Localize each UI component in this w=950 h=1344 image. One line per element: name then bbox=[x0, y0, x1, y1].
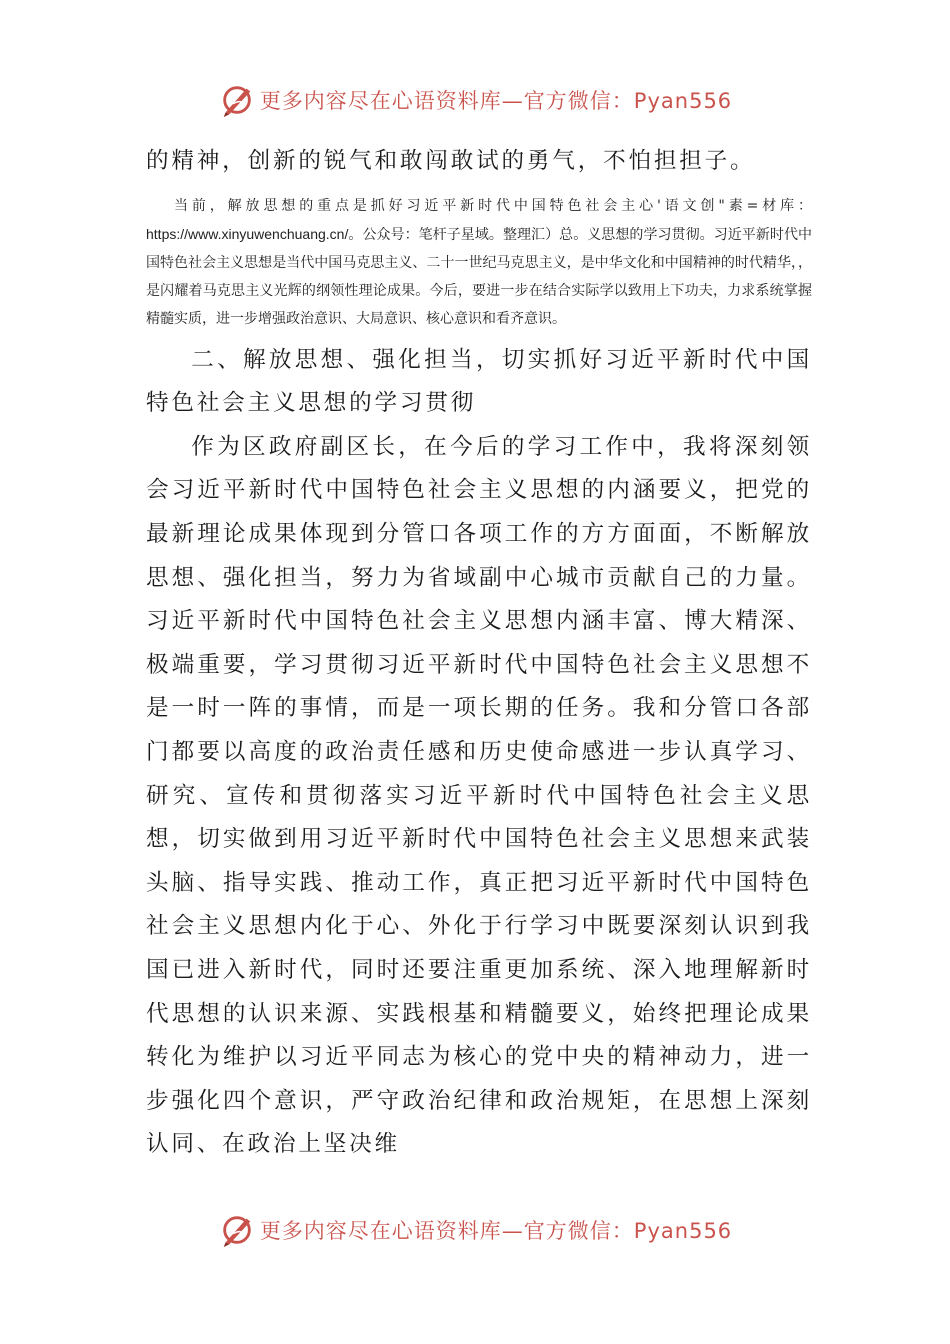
header-watermark-banner bbox=[0, 80, 950, 120]
body-paragraph: 作为区政府副区长，在今后的学习工作中，我将深刻领会习近平新时代中国特色社会主义思想的内涵要义，把党的最新理论成果体现到分管口各项工作的方方面面，不断解放思想、强化担当，努力为省域副中心城市贡献自己的力量。习近平新时代中国特色社会主义思想内涵丰富、博大精深、极端重要，学习贯彻习近平新时代中国特色社会主义思想不是一时一阵的事情，而是一项长期的任务。我和分管口各部门都要以高度的政治责任感和历史使命感进一步认真学习、研究、宣传和贯彻落实习近平新时代中国特色社会主义思想，切实做到用习近平新时代中国特色社会主义思想来武装头脑、指导实践、推动工作，真正把习近平新时代中国特色社会主义思想内化于心、外化于行学习中既要深刻认识到我国已进入新时代，同时还要注重更加系统、深入地理解新时代思想的认识来源、实践根基和精髓要义，始终把理论成果转化为维护以习近平同志为核心的党中央的精神动力，进一步强化四个意识，严守政治纪律和政治规矩，在思想上深刻认同、在政治上坚决维 bbox=[146, 433, 812, 1158]
footer-watermark-banner bbox=[0, 1210, 950, 1250]
section-heading: 二、解放思想、强化担当，切实抓好习近平新时代中国特色社会主义思想的学习贯彻 bbox=[146, 346, 812, 417]
watermark-text: 更多内容尽在心语资料库—官方微信：Pyan556 bbox=[259, 1219, 733, 1243]
small-paragraph-lead: 当前，解放思想的重点是抓好习近平新时代中国特色社会主心'语文创"素=材库： bbox=[174, 197, 812, 214]
document-body bbox=[146, 140, 812, 1167]
small-paragraph-rest: 。公众号：笔杆子星域。整理汇）总。义思想的学习贯彻。习近平新时代中国特色社会主义思想是当代中国马克思主义、二十一世纪马克思主义，是中华文化和中国精神的时代精华，，是闪耀着马克思主义光辉的纲领性理论成果。今后，要进一步在结合实际学以致用上下功夫，力求系统掌握精髓实质，进一步增强政治意识、大局意识、核心意识和看齐意识。 bbox=[146, 226, 812, 327]
website-link[interactable]: https://www.xinyuwenchuang.cn/ bbox=[146, 225, 349, 242]
pen-circle-logo-icon bbox=[218, 1211, 256, 1249]
watermark-text: 更多内容尽在心语资料库—官方微信：Pyan556 bbox=[259, 89, 733, 113]
small-print-paragraph bbox=[146, 192, 812, 333]
continued-line: 的精神，创新的锐气和敢闯敢试的勇气，不怕担担子。 bbox=[146, 148, 756, 174]
pen-circle-logo-icon bbox=[218, 81, 256, 119]
